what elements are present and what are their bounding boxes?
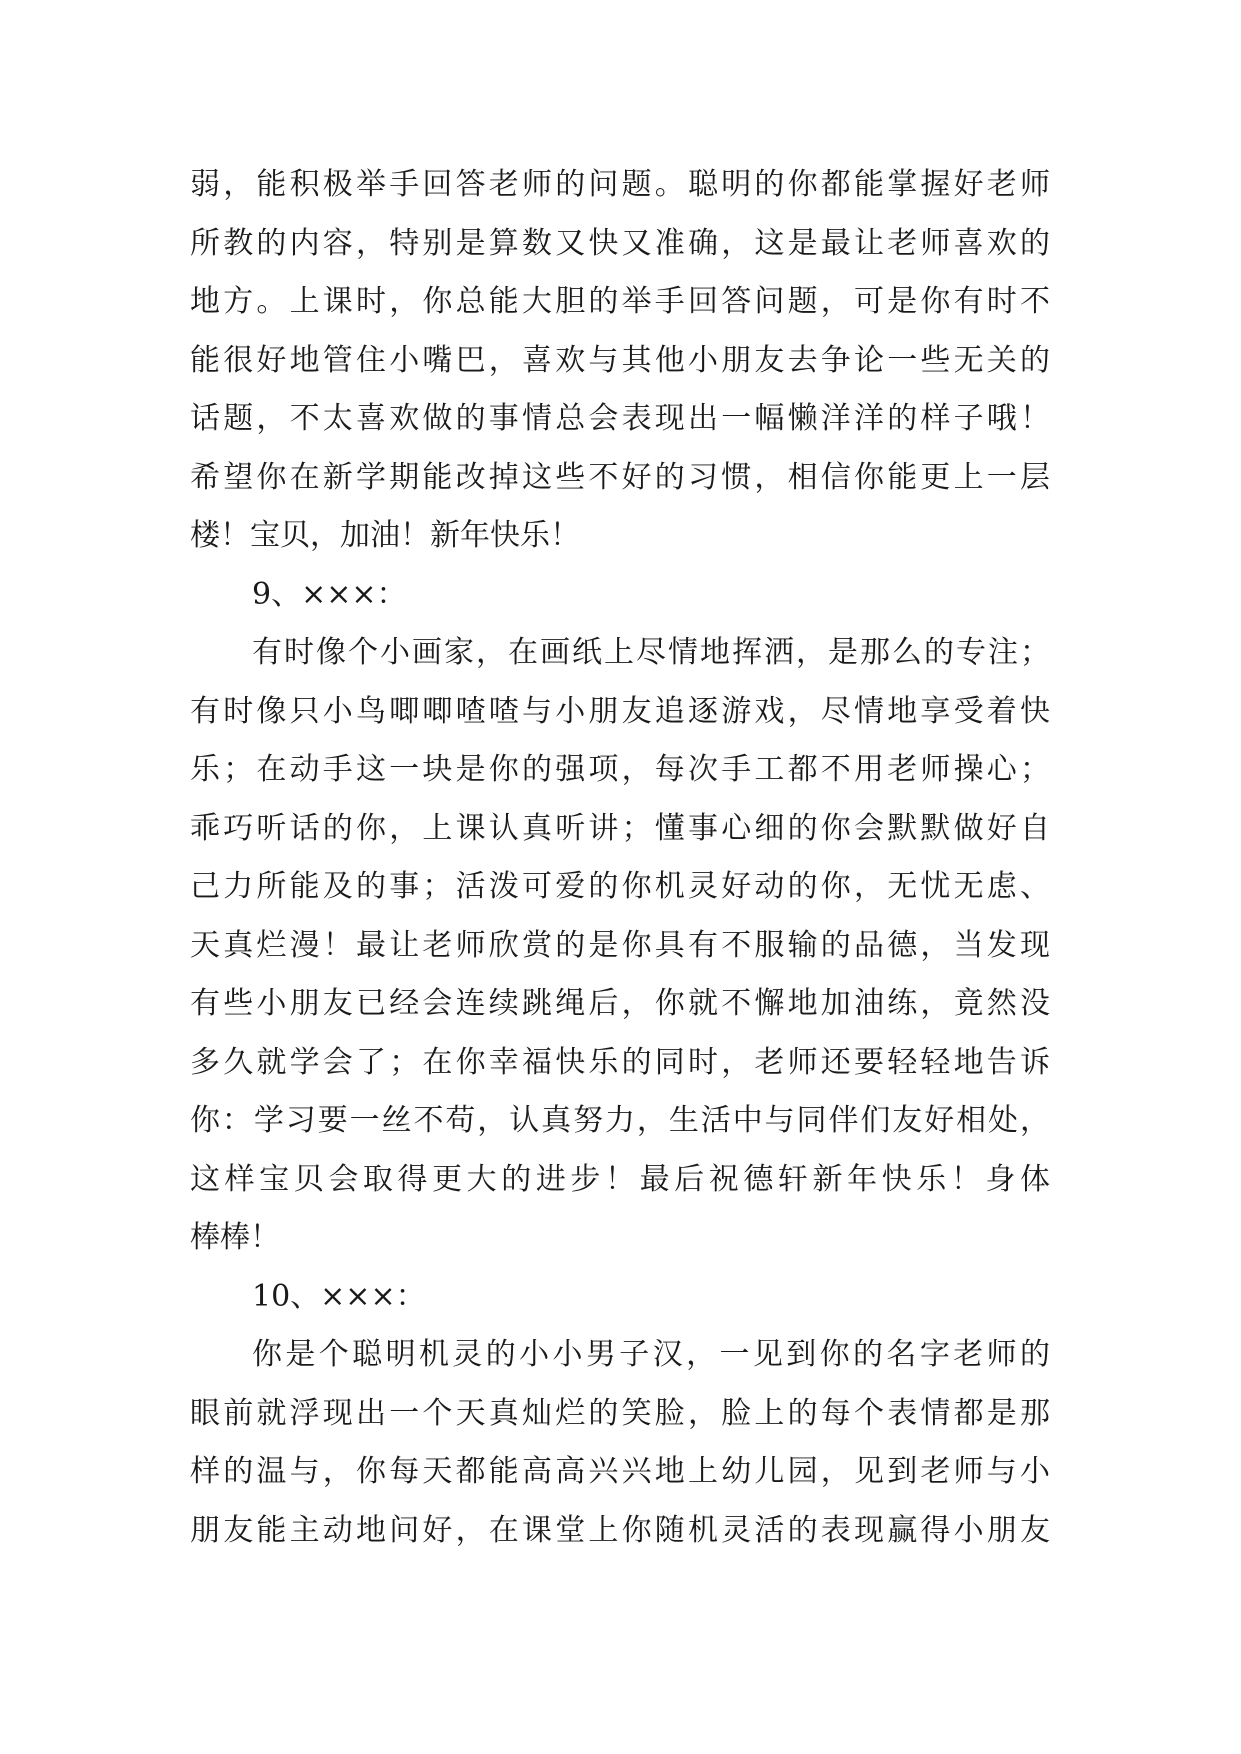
text-line: 棒棒！ xyxy=(190,1220,280,1255)
text-line: 你是个聪明机灵的小小男子汉，一见到你的名字老师的 xyxy=(252,1337,1050,1372)
text-line: 有些小朋友已经会连续跳绳后，你就不懈地加油练，竟然没 xyxy=(190,986,1050,1021)
text-line: 样的温与，你每天都能高高兴兴地上幼儿园，见到老师与小 xyxy=(190,1454,1050,1489)
text-line: 你：学习要一丝不苟，认真努力，生活中与同伴们友好相处， xyxy=(190,1103,1050,1138)
text-line: 乐；在动手这一块是你的强项，每次手工都不用老师操心； xyxy=(190,752,1050,787)
document-body xyxy=(190,156,1050,1560)
text-line: 希望你在新学期能改掉这些不好的习惯，相信你能更上一层 xyxy=(190,459,1050,495)
paragraph-9 xyxy=(190,624,1050,1268)
text-line: 楼！宝贝，加油！新年快乐！ xyxy=(190,518,580,553)
paragraph-10 xyxy=(190,1326,1050,1560)
text-line: 弱，能积极举手回答老师的问题。聪明的你都能掌握好老师 xyxy=(190,167,1050,202)
text-line: 有时像个小画家，在画纸上尽情地挥洒，是那么的专注； xyxy=(252,635,1050,670)
text-line: 话题，不太喜欢做的事情总会表现出一幅懒洋洋的样子哦！ xyxy=(190,401,1050,436)
text-line: 这样宝贝会取得更大的进步！最后祝德轩新年快乐！身体 xyxy=(190,1161,1050,1197)
text-line: 能很好地管住小嘴巴，喜欢与其他小朋友去争论一些无关的 xyxy=(190,342,1050,378)
text-line: 天真烂漫！最让老师欣赏的是你具有不服输的品德，当发现 xyxy=(190,927,1050,963)
section-heading-9: 9、×××： xyxy=(252,576,407,612)
text-line: 己力所能及的事；活泼可爱的你机灵好动的你，无忧无虑、 xyxy=(190,869,1050,904)
paragraph-continued xyxy=(190,156,1050,566)
text-line: 眼前就浮现出一个天真灿烂的笑脸，脸上的每个表情都是那 xyxy=(190,1395,1050,1431)
text-line: 有时像只小鸟唧唧喳喳与小朋友追逐游戏，尽情地享受着快 xyxy=(190,693,1050,729)
text-line: 多久就学会了；在你幸福快乐的同时，老师还要轻轻地告诉 xyxy=(190,1044,1050,1080)
section-heading-10: 10、×××： xyxy=(252,1278,426,1314)
text-line: 乖巧听话的你，上课认真听讲；懂事心细的你会默默做好自 xyxy=(190,810,1050,846)
text-line: 所教的内容，特别是算数又快又准确，这是最让老师喜欢的 xyxy=(190,225,1050,261)
text-line: 朋友能主动地问好，在课堂上你随机灵活的表现赢得小朋友 xyxy=(190,1512,1050,1548)
text-line: 地方。上课时，你总能大胆的举手回答问题，可是你有时不 xyxy=(190,284,1050,319)
